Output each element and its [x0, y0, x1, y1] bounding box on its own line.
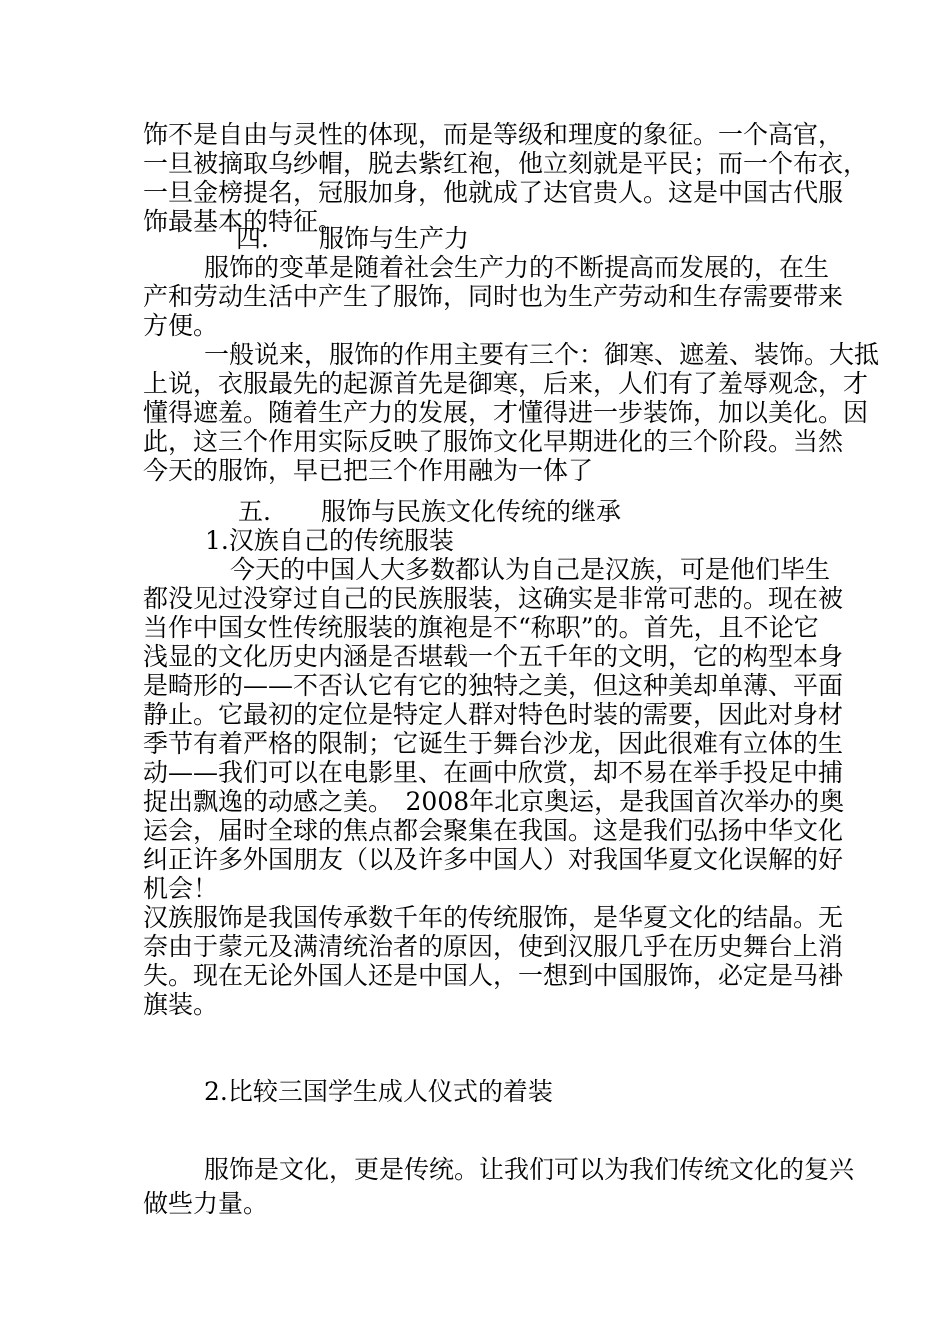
text-line: 静止。它最初的定位是特定人群对特色时装的需要，因此对身材: [143, 700, 844, 729]
text-line: 奈由于蒙元及满清统治者的原因，使到汉服几乎在历史舞台上消: [143, 932, 844, 961]
text-line: 汉族服饰是我国传承数千年的传统服饰，是华夏文化的结晶。无: [143, 903, 844, 932]
section-heading-5: 五. 服饰与民族文化传统的继承: [238, 497, 621, 526]
text-line: 是畸形的——不否认它有它的独特之美，但这种美却单薄、平面: [143, 671, 844, 700]
text-line: 失。现在无论外国人还是中国人，一想到中国服饰，必定是马褂: [143, 961, 844, 990]
text-line: 捉出飘逸的动感之美。 2008年北京奥运，是我国首次举办的奥: [143, 787, 845, 816]
text-line: 季节有着严格的限制；它诞生于舞台沙龙，因此很难有立体的生: [143, 729, 844, 758]
text-line: 上说，衣服最先的起源首先是御寒，后来，人们有了羞辱观念，才: [143, 369, 869, 398]
paragraph-first-line: 服饰的变革是随着社会生产力的不断提高而发展的，在生: [204, 253, 830, 282]
text-line: 做些力量。: [143, 1189, 269, 1218]
text-line: 懂得遮羞。随着生产力的发展，才懂得进一步装饰，加以美化。因: [143, 398, 869, 427]
text-line: 饰最基本的特征。: [143, 207, 344, 236]
subsection-heading-2: 2.比较三国学生成人仪式的着装: [204, 1077, 553, 1106]
text-line: 此，这三个作用实际反映了服饰文化早期进化的三个阶段。当然: [143, 427, 844, 456]
text-line: 一旦金榜提名，冠服加身，他就成了达官贵人。这是中国古代服: [143, 178, 844, 207]
paragraph-first-line: 一般说来，服饰的作用主要有三个：御寒、遮羞、装饰。大抵: [204, 340, 880, 369]
text-line: 浅显的文化历史内涵是否堪载一个五千年的文明，它的构型本身: [143, 642, 844, 671]
paragraph-first-line: 今天的中国人大多数都认为自己是汉族，可是他们毕生: [230, 555, 831, 584]
text-line: 纠正许多外国朋友（以及许多中国人）对我国华夏文化误解的好: [143, 845, 844, 874]
text-line: 一旦被摘取乌纱帽，脱去紫红袍，他立刻就是平民；而一个布衣，: [143, 149, 869, 178]
subsection-heading-1: 1.汉族自己的传统服装: [205, 526, 454, 555]
text-line: 都没见过没穿过自己的民族服装，这确实是非常可悲的。现在被: [143, 584, 844, 613]
text-line: 运会，届时全球的焦点都会聚集在我国。这是我们弘扬中华文化: [143, 816, 844, 845]
paragraph-first-line: 服饰是文化，更是传统。让我们可以为我们传统文化的复兴: [204, 1155, 855, 1184]
text-line: 当作中国女性传统服装的旗袍是不“称职”的。首先，且不论它: [143, 613, 819, 642]
text-line: 饰不是自由与灵性的体现，而是等级和理度的象征。一个高官，: [143, 120, 844, 149]
text-line: 旗装。: [143, 990, 219, 1019]
text-line: 动——我们可以在电影里、在画中欣赏，却不易在举手投足中捕: [143, 758, 844, 787]
section-heading-4: 四. 服饰与生产力: [236, 224, 469, 253]
text-line: 今天的服饰，早已把三个作用融为一体了: [143, 456, 594, 485]
text-line: 产和劳动生活中产生了服饰，同时也为生产劳动和生存需要带来: [143, 282, 844, 311]
text-line: 机会！: [143, 874, 219, 903]
text-line: 方便。: [143, 311, 219, 340]
